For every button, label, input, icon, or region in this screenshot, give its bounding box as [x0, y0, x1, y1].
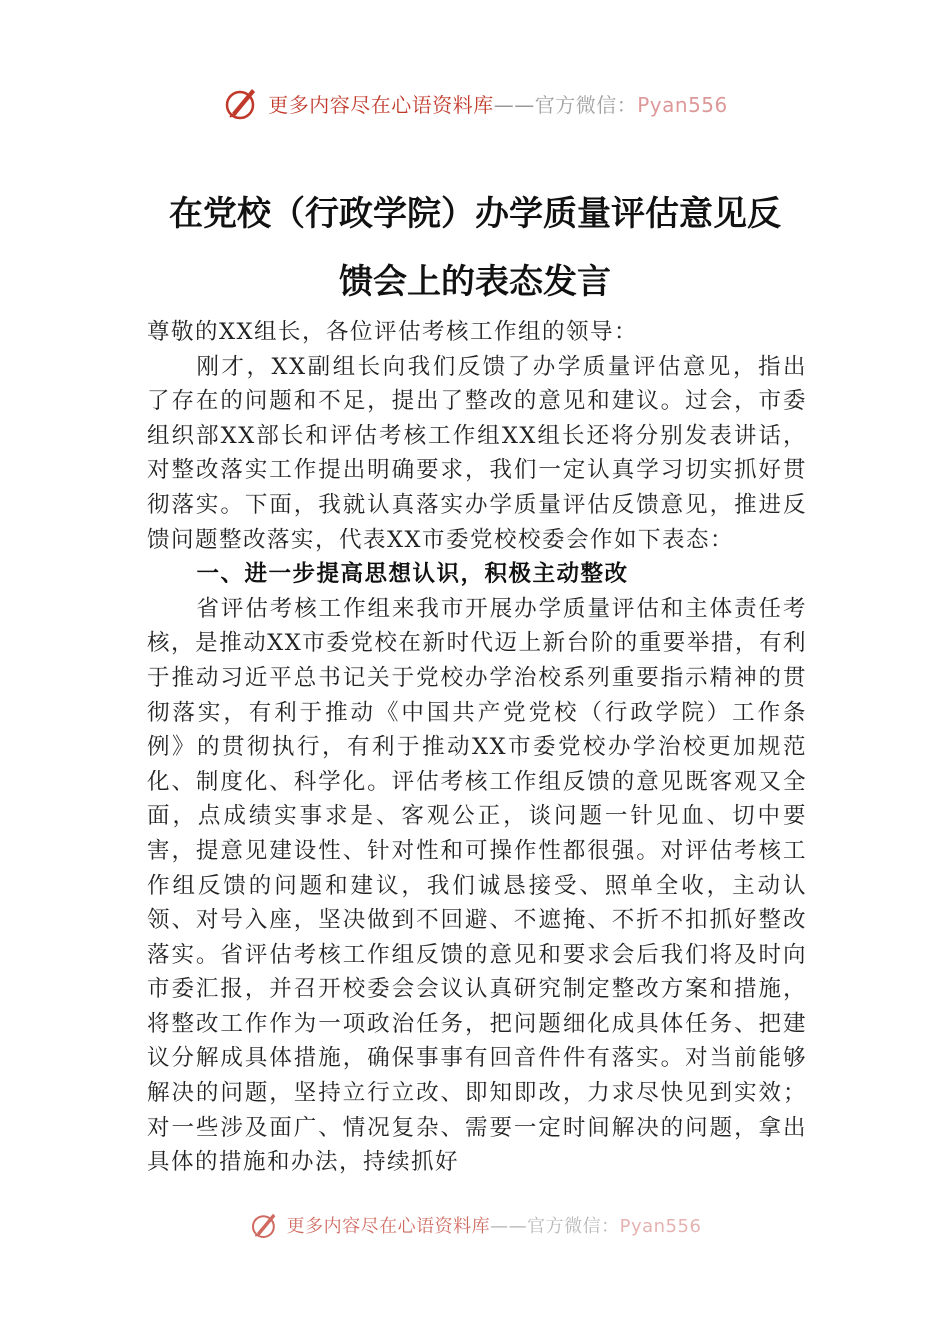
watermark-separator: —— [493, 92, 535, 117]
paragraph-2: 省评估考核工作组来我市开展办学质量评估和主体责任考核，是推动XX市委党校在新时代迈上新台阶的重要举措，有利于推动习近平总书记关于党校办学治校系列重要指示精神的贯彻落实，有利于推动《中国共产党党校（行政学院）工作条例》的贯彻执行，有利于推动XX市委党校办学治校更加规范化、制度化、科学化。评估考核工作组反馈的意见既客观又全面，点成绩实事求是、客观公正，谈问题一针见血、切中要害，提意见建设性、针对性和可操作性都很强。对评估考核工作组反馈的问题和建议，我们诚恳接受、照单全收，主动认领、对号入座，坚决做到不回避、不遮掩、不折不扣抓好整改落实。省评估考核工作组反馈的意见和要求会后我们将及时向市委汇报，并召开校委会会议认真研究制定整改方案和措施，将整改工作作为一项政治任务，把问题细化成具体任务、把建议分解成具体措施，确保事事有回音件件有落实。对当前能够解决的问题，坚持立行立改、即知即改，力求尽快见到实效；对一些涉及面广、情况复杂、需要一定时间解决的问题，拿出具体的措施和办法，持续抓好 [147, 595, 807, 1176]
quill-logo-icon [249, 1209, 281, 1241]
title-line-2: 馈会上的表态发言 [339, 262, 611, 302]
watermark-wechat-label: 官方微信： [527, 1216, 620, 1237]
paragraph-1: 刚才，XX副组长向我们反馈了办学质量评估意见，指出了存在的问题和不足，提出了整改的意见和建议。过会，市委组织部XX部长和评估考核工作组XX组长还将分别发表讲话，对整改落实工作提出明确要求，我们一定认真学习切实抓好贯彻落实。下面，我就认真落实办学质量评估反馈意见，推进反馈问题整改落实，代表XX市委党校校委会作如下表态： [147, 353, 807, 553]
document-body [147, 315, 807, 1180]
watermark-footer [0, 1207, 950, 1243]
title-line-1: 在党校（行政学院）办学质量评估意见反 [169, 194, 781, 234]
salutation: 尊敬的XX组长，各位评估考核工作组的领导： [147, 319, 639, 345]
watermark-header [0, 82, 950, 124]
watermark-main-text: 更多内容尽在心语资料库 [286, 1216, 491, 1237]
watermark-separator: —— [490, 1216, 528, 1237]
quill-logo-icon [222, 83, 262, 123]
section-heading-1: 一、进一步提高思想认识，积极主动整改 [196, 561, 629, 588]
watermark-wechat-handle: Pyan556 [637, 92, 728, 117]
watermark-wechat-handle: Pyan556 [619, 1216, 702, 1237]
watermark-main-text: 更多内容尽在心语资料库 [268, 92, 494, 117]
document-title [145, 180, 805, 316]
watermark-wechat-label: 官方微信： [534, 92, 638, 117]
